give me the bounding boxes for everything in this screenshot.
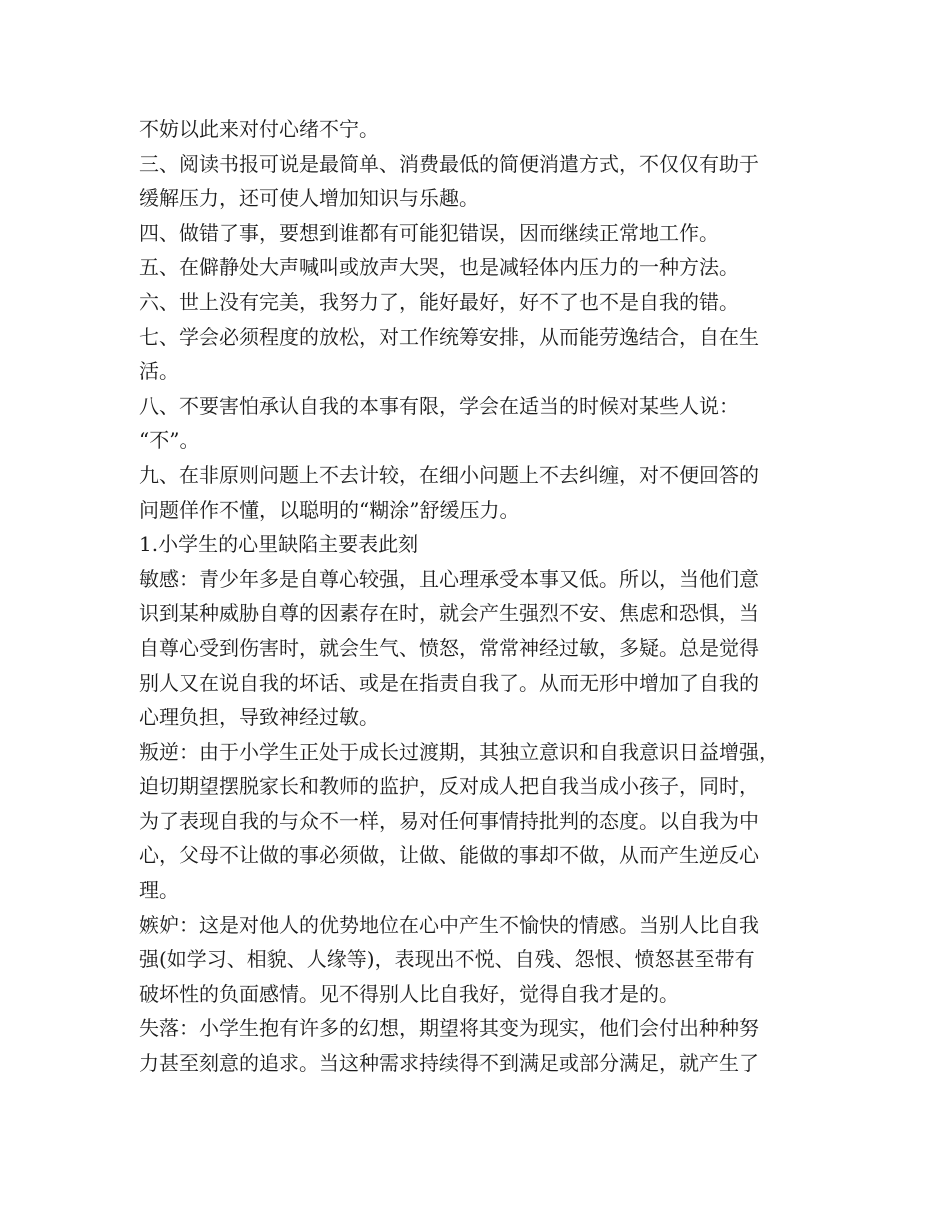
text-line: 迫切期望摆脱家长和教师的监护，反对成人把自我当成小孩子，同时，: [139, 774, 759, 799]
text-line: 强(如学习、相貌、人缘等)，表现出不悦、自残、怨恨、愤怒甚至带有: [139, 947, 755, 972]
text-line: 八、不要害怕承认自我的本事有限，学会在适当的时候对某些人说：: [139, 393, 739, 418]
text-line: 五、在僻静处大声喊叫或放声大哭，也是减轻体内压力的一种方法。: [139, 255, 739, 280]
text-line: 自尊心受到伤害时，就会生气、愤怒，常常神经过敏，多疑。总是觉得: [139, 635, 759, 660]
section-heading: 1.小学生的心里缺陷主要表此刻: [139, 532, 419, 557]
text-line: 失落：小学生抱有许多的幻想，期望将其变为现实，他们会付出种种努: [139, 1016, 759, 1041]
text-line: “不”。: [139, 428, 200, 453]
text-line: 六、世上没有完美，我努力了，能好最好，好不了也不是自我的错。: [139, 289, 739, 314]
document-body: [139, 112, 829, 1081]
text-line: 四、做错了事，要想到谁都有可能犯错误，因而继续正常地工作。: [139, 220, 719, 245]
text-line: 心理负担，导致神经过敏。: [139, 705, 379, 730]
text-line: 问题佯作不懂，以聪明的“糊涂”舒缓压力。: [139, 497, 520, 522]
text-line: 破坏性的负面感情。见不得别人比自我好，觉得自我才是的。: [139, 981, 679, 1006]
text-line: 活。: [139, 359, 179, 384]
text-line: 七、学会必须程度的放松，对工作统筹安排，从而能劳逸结合，自在生: [139, 324, 759, 349]
text-line: 识到某种威胁自尊的因素存在时，就会产生强烈不安、焦虑和恐惧，当: [139, 601, 759, 626]
text-line: 力甚至刻意的追求。当这种需求持续得不到满足或部分满足，就产生了: [139, 1051, 759, 1076]
text-line: 为了表现自我的与众不一样，易对任何事情持批判的态度。以自我为中: [139, 808, 759, 833]
text-line: 别人又在说自我的坏话、或是在指责自我了。从而无形中增加了自我的: [139, 670, 759, 695]
text-line: 九、在非原则问题上不去计较，在细小问题上不去纠缠，对不便回答的: [139, 462, 759, 487]
text-line: 三、阅读书报可说是最简单、消费最低的简便消遣方式，不仅仅有助于: [139, 151, 759, 176]
text-line: 叛逆：由于小学生正处于成长过渡期，其独立意识和自我意识日益增强，: [139, 739, 779, 764]
text-line: 理。: [139, 878, 179, 903]
text-line: 嫉妒：这是对他人的优势地位在心中产生不愉快的情感。当别人比自我: [139, 912, 759, 937]
text-line: 不妨以此来对付心绪不宁。: [139, 117, 379, 141]
text-line: 缓解压力，还可使人增加知识与乐趣。: [139, 186, 479, 211]
text-line: 心，父母不让做的事必须做，让做、能做的事却不做，从而产生逆反心: [139, 843, 759, 868]
text-line: 敏感：青少年多是自尊心较强，且心理承受本事又低。所以，当他们意: [139, 566, 759, 591]
